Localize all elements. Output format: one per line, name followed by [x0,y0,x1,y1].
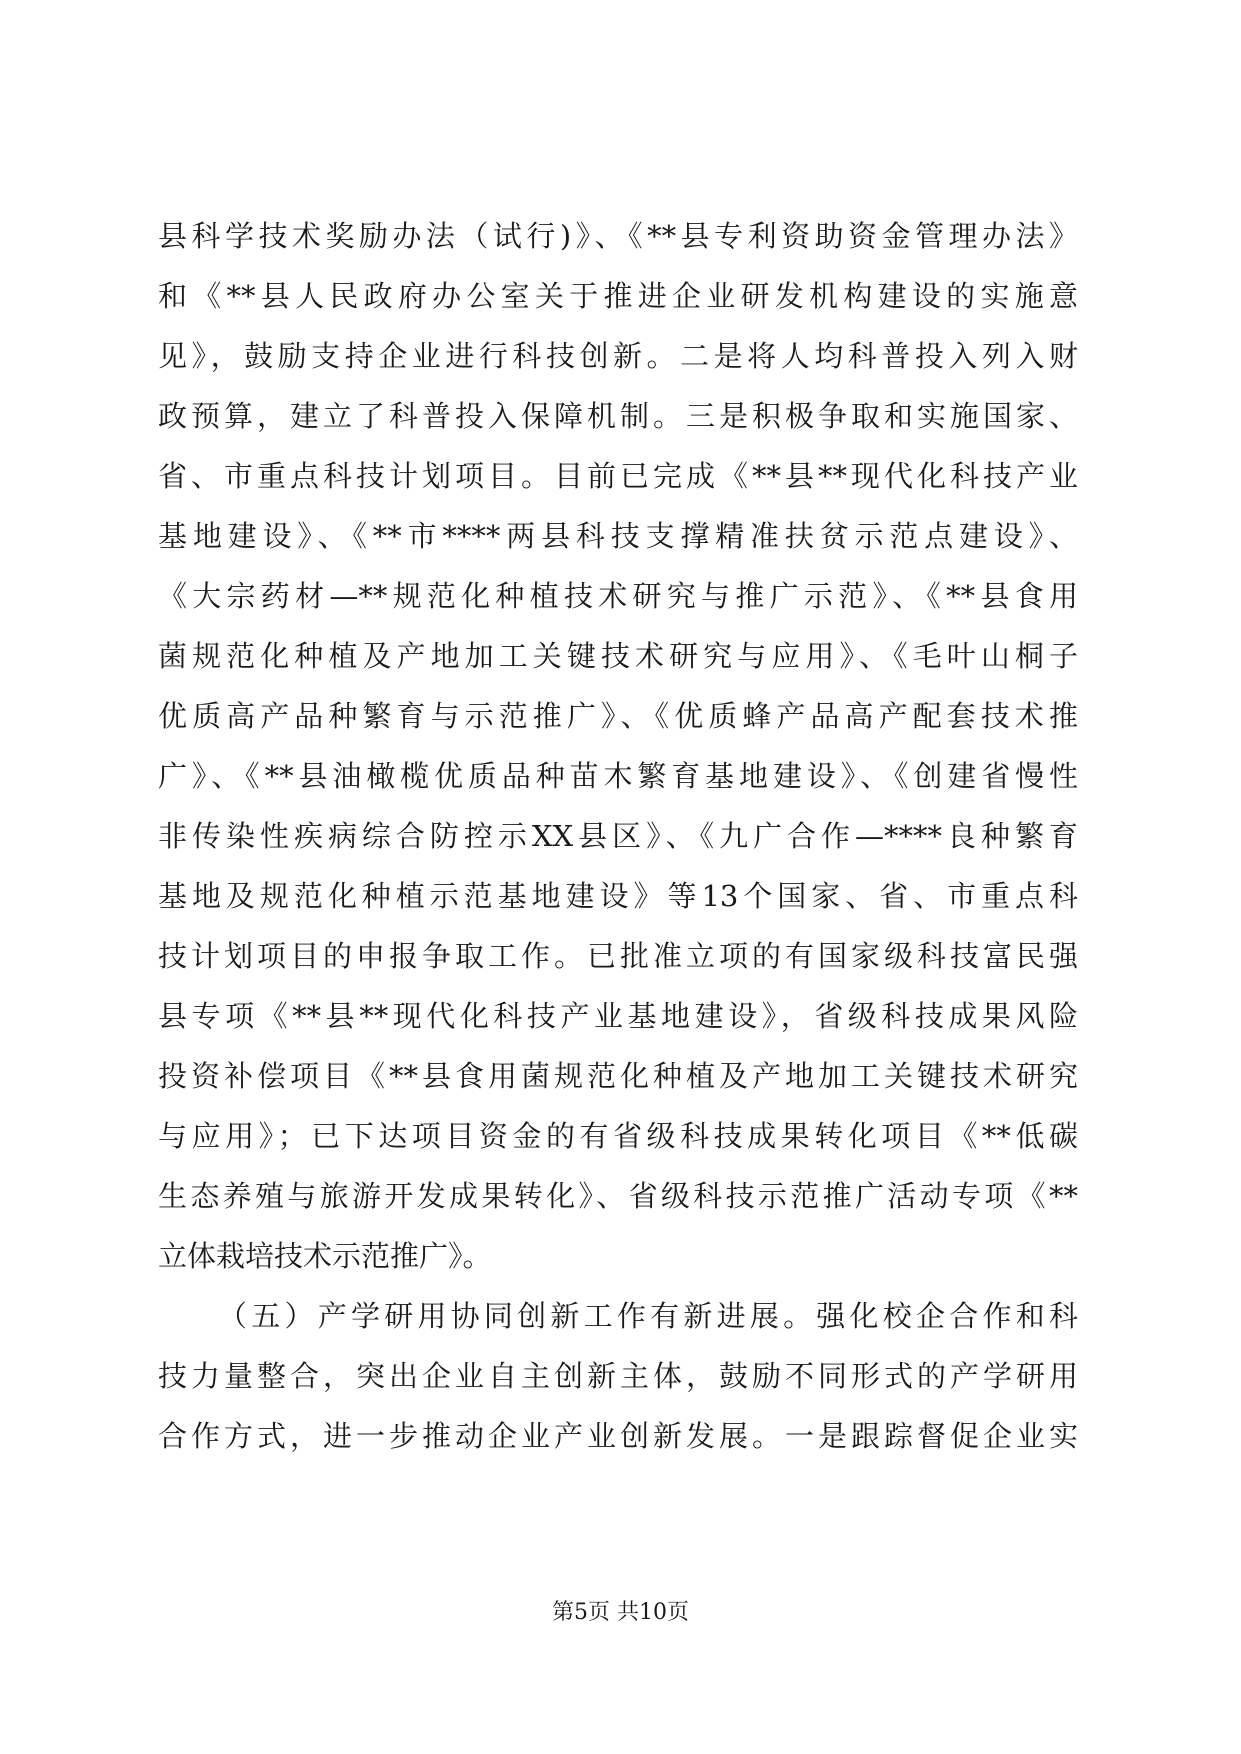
text-line: 优质高产品种繁育与示范推广》、《优质蜂产品高产配套技术推 [158,699,1078,733]
text-line: 县科学技术奖励办法（试行)》、《**县专利资助资金管理办法》 [158,219,1078,253]
text-line: 和《**县人民政府办公室关于推进企业研发机构建设的实施意 [158,279,1078,313]
text-line: 菌规范化种植及产地加工关键技术研究与应用》、《毛叶山桐子 [158,639,1078,673]
text-line: 省、市重点科技计划项目。目前已完成《**县**现代化科技产业 [158,459,1078,493]
text-line: 政预算，建立了科普投入保障机制。三是积极争取和实施国家、 [158,399,1078,433]
body-text [158,206,1078,1466]
text-line: 《大宗药材—**规范化种植技术研究与推广示范》、《**县食用 [158,579,1078,613]
text-line: 基地建设》、《**市****两县科技支撑精准扶贫示范点建设》、 [158,519,1078,553]
text-line: 县专项《**县**现代化科技产业基地建设》，省级科技成果风险 [158,999,1078,1033]
text-line: 生态养殖与旅游开发成果转化》、省级科技示范推广活动专项《** [158,1179,1078,1213]
text-line: 合作方式，进一步推动企业产业创新发展。一是跟踪督促企业实 [158,1419,1078,1453]
text-line: 基地及规范化种植示范基地建设》等13个国家、省、市重点科 [158,879,1078,913]
text-line: 见》，鼓励支持企业进行科技创新。二是将人均科普投入列入财 [158,339,1078,373]
text-line: 立体栽培技术示范推广》。 [158,1239,492,1273]
page-number-footer: 第5页 共10页 [552,1600,689,1625]
text-line: 技计划项目的申报争取工作。已批准立项的有国家级科技富民强 [158,939,1078,973]
text-line: 广》、《**县油橄榄优质品种苗木繁育基地建设》、《创建省慢性 [158,759,1078,793]
text-line: 技力量整合，突出企业自主创新主体，鼓励不同形式的产学研用 [158,1359,1078,1393]
section-heading-line: （五）产学研用协同创新工作有新进展。强化校企合作和科 [218,1299,1078,1333]
text-line: 投资补偿项目《**县食用菌规范化种植及产地加工关键技术研究 [158,1059,1078,1093]
text-line: 非传染性疾病综合防控示XX县区》、《九广合作—****良种繁育 [158,819,1078,853]
text-line: 与应用》；已下达项目资金的有省级科技成果转化项目《**低碳 [158,1119,1078,1153]
